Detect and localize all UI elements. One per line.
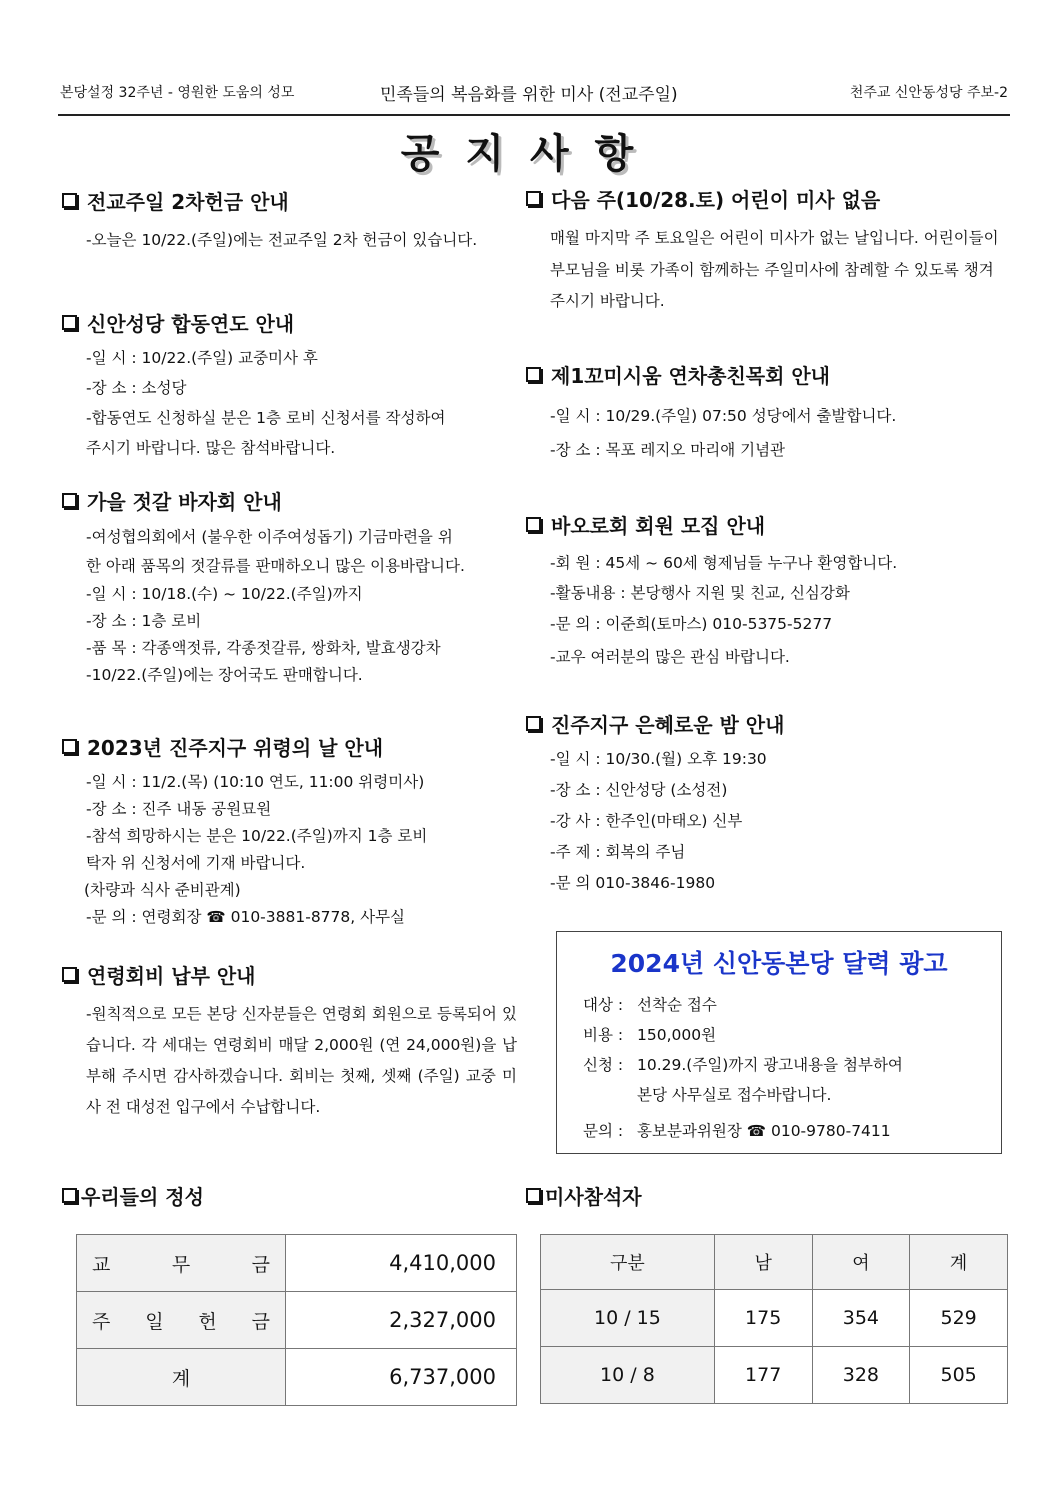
section-line: -회 원 : 45세 ~ 60세 형제님들 누구나 환영합니다. — [550, 554, 898, 572]
section-grace-night — [526, 709, 1008, 899]
section-line: 탁자 위 신청서에 기재 바랍니다. — [86, 854, 306, 872]
offering-table — [76, 1234, 517, 1406]
section-title: 진주지구 은혜로운 밤 안내 — [551, 713, 785, 737]
section-line: -활동내용 : 본당행사 지원 및 친교, 신심강화 — [550, 584, 850, 602]
section-text: -원칙적으로 모든 본당 신자분들은 연령회 회원으로 등록되어 있습니다. 각 세대는 연령회비 매달 2,000원 (연 24,000원)을 납부해 주시면 감사하겠습니다. 회비는 첫째, 셋째 (주일) 교중 미사 전 대성전 입구에서 수납합니다. — [86, 1005, 517, 1116]
section-line: -참석 희망하시는 분은 10/22.(주일)까지 1층 로비 — [86, 827, 428, 845]
bulletin-header — [58, 80, 1010, 116]
header-center-text: 민족들의 복음화를 위한 미사 (전교주일) — [380, 85, 678, 105]
table-cell: 529 — [910, 1290, 1008, 1347]
table-cell: 328 — [812, 1347, 910, 1404]
section-title: 미사참석자 — [545, 1185, 642, 1209]
section-line: -10/22.(주일)에는 장어국도 판매합니다. — [86, 666, 363, 684]
table-row — [541, 1347, 1008, 1404]
section-line: -품 목 : 각종액젓류, 각종젓갈류, 쌍화차, 발효생강차 — [86, 639, 441, 657]
ad-key: 비용 : — [583, 1026, 624, 1044]
section-line: -교우 여러분의 많은 관심 바랍니다. — [550, 648, 790, 666]
section-title: 연령회비 납부 안내 — [87, 964, 256, 988]
ad-value: 10.29.(주일)까지 광고내용을 첨부하여 — [637, 1056, 903, 1074]
section-title: 전교주일 2차헌금 안내 — [87, 190, 289, 214]
checkbox-bullet-icon — [62, 1188, 77, 1203]
section-line: (차량과 식사 준비관계) — [84, 881, 241, 899]
table-cell: 10 / 8 — [541, 1347, 715, 1404]
column-header: 남 — [714, 1235, 812, 1290]
header-left-text: 본당설정 32주년 - 영원한 도움의 성모 — [60, 85, 295, 101]
section-mission-offering — [62, 186, 517, 256]
table-row — [541, 1290, 1008, 1347]
table-cell: 177 — [714, 1347, 812, 1404]
section-title: 2023년 진주지구 위령의 날 안내 — [87, 736, 384, 760]
offering-label: 주 일 헌 금 — [92, 1310, 270, 1333]
ad-key: 대상 : — [583, 996, 624, 1014]
ad-value: 홍보분과위원장 ☎ 010-9780-7411 — [637, 1122, 891, 1140]
offering-value: 2,327,000 — [286, 1292, 517, 1349]
checkbox-bullet-icon — [526, 517, 541, 532]
ad-value: 150,000원 — [637, 1026, 717, 1044]
section-line: -일 시 : 10/30.(월) 오후 19:30 — [550, 750, 767, 768]
page-title: 공지사항 — [400, 131, 660, 177]
section-line: -강 사 : 한주인(마태오) 신부 — [550, 812, 743, 830]
section-line: -일 시 : 10/22.(주일) 교중미사 후 — [86, 349, 318, 367]
section-title: 제1꼬미시움 연차총친목회 안내 — [551, 364, 831, 388]
checkbox-bullet-icon — [62, 315, 77, 330]
ad-key — [583, 1080, 637, 1110]
section-line: -일 시 : 11/2.(목) (10:10 연도, 11:00 위령미사) — [86, 773, 425, 791]
section-line: -장 소 : 소성당 — [86, 379, 187, 397]
checkbox-bullet-icon — [526, 191, 541, 206]
offering-value: 6,737,000 — [286, 1349, 517, 1406]
ad-row — [557, 1050, 1001, 1080]
section-joint-memorial — [62, 308, 517, 463]
section-title: 우리들의 정성 — [81, 1185, 204, 1209]
section-funeral-fee — [62, 960, 517, 1123]
section-line: -장 소 : 목포 레지오 마리애 기념관 — [550, 441, 786, 459]
ad-value: 선착순 접수 — [637, 996, 717, 1014]
section-text: 매월 마지막 주 토요일은 어린이 미사가 없는 날입니다. 어린이들이 부모님을 비롯 가족이 함께하는 주일미사에 참례할 수 있도록 챙겨주시기 바랍니다. — [550, 229, 999, 310]
column-header: 계 — [910, 1235, 1008, 1290]
attendance-table — [540, 1234, 1008, 1404]
checkbox-bullet-icon — [62, 493, 77, 508]
checkbox-bullet-icon — [62, 739, 77, 754]
section-line: -장 소 : 신안성당 (소성전) — [550, 781, 728, 799]
section-title: 다음 주(10/28.토) 어린이 미사 없음 — [551, 188, 881, 212]
table-row — [77, 1292, 517, 1349]
checkbox-bullet-icon — [62, 193, 77, 208]
section-line: -주 제 : 회복의 주님 — [550, 843, 686, 861]
column-header: 구분 — [541, 1235, 715, 1290]
section-bazaar — [62, 486, 517, 689]
ad-title: 2024년 신안동본당 달력 광고 — [610, 949, 948, 978]
offering-label: 교 무 금 — [92, 1253, 270, 1276]
section-line: -문 의 010-3846-1980 — [550, 874, 716, 892]
table-cell: 354 — [812, 1290, 910, 1347]
section-children-mass — [526, 184, 1008, 318]
ad-row — [557, 990, 1001, 1020]
section-paul-society — [526, 510, 1008, 674]
table-cell: 505 — [910, 1347, 1008, 1404]
table-header-row — [541, 1235, 1008, 1290]
checkbox-bullet-icon — [526, 367, 541, 382]
section-title: 신안성당 합동연도 안내 — [87, 312, 295, 336]
section-offering — [62, 1181, 204, 1220]
section-line: -여성협의회에서 (불우한 이주여성돕기) 기금마련을 위 — [86, 528, 453, 546]
ad-row — [557, 1116, 1001, 1146]
column-header: 여 — [812, 1235, 910, 1290]
checkbox-bullet-icon — [62, 967, 77, 982]
ad-row — [557, 1020, 1001, 1050]
checkbox-bullet-icon — [526, 716, 541, 731]
ad-value: 본당 사무실로 접수바랍니다. — [637, 1086, 832, 1104]
section-line: -장 소 : 1층 로비 — [86, 612, 202, 630]
section-line: 주시기 바랍니다. 많은 참석바랍니다. — [86, 439, 336, 457]
calendar-ad-box — [556, 931, 1002, 1154]
section-title: 가을 젓갈 바자회 안내 — [87, 490, 282, 514]
section-line: -일 시 : 10/18.(수) ~ 10/22.(주일)까지 — [86, 585, 363, 603]
ad-key: 신청 : — [583, 1056, 624, 1074]
section-line: 한 아래 품목의 젓갈류를 판매하오니 많은 이용바랍니다. — [86, 557, 465, 575]
section-line: -합동연도 신청하실 분은 1층 로비 신청서를 작성하여 — [86, 409, 446, 427]
section-title: 바오로회 회원 모집 안내 — [551, 514, 766, 538]
section-memorial-day — [62, 732, 517, 931]
checkbox-bullet-icon — [526, 1188, 541, 1203]
table-cell: 175 — [714, 1290, 812, 1347]
ad-row — [557, 1080, 1001, 1110]
table-row — [77, 1235, 517, 1292]
section-line: -문 의 : 이준희(토마스) 010-5375-5277 — [550, 615, 833, 633]
ad-key: 문의 : — [583, 1122, 624, 1140]
offering-label: 계 — [77, 1349, 286, 1406]
table-cell: 10 / 15 — [541, 1290, 715, 1347]
section-line: -장 소 : 진주 내동 공원묘원 — [86, 800, 272, 818]
section-text: -오늘은 10/22.(주일)에는 전교주일 2차 헌금이 있습니다. — [86, 231, 478, 249]
section-line: -일 시 : 10/29.(주일) 07:50 성당에서 출발합니다. — [550, 407, 897, 425]
header-right-text: 천주교 신안동성당 주보-2 — [849, 85, 1008, 101]
section-line: -문 의 : 연령회장 ☎ 010-3881-8778, 사무실 — [86, 908, 406, 926]
section-attendance — [526, 1181, 642, 1220]
offering-value: 4,410,000 — [286, 1235, 517, 1292]
section-comitium-gathering — [526, 360, 1008, 467]
table-row — [77, 1349, 517, 1406]
